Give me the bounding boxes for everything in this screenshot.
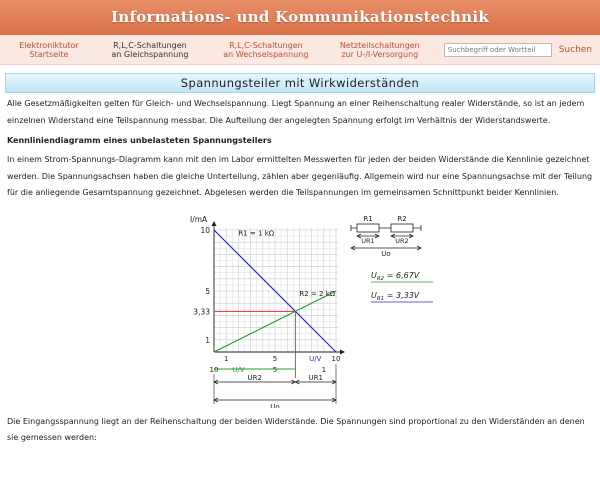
dim-label-ur1: UR1 [308,373,323,382]
y-tick-label: 1 [205,335,210,345]
y-tick-label: 5 [205,286,210,296]
nav-item-line1: R,L,C-Schaltungen [229,40,303,50]
circuit-label-ur1: UR1 [361,236,375,245]
resistor-r2 [391,224,413,232]
bottom-paragraph: Die Eingangsspannung liegt an der Reihenschaltung der beiden Widerstände. Die Spannungen sind proportional zu den Widerständen an denen sie gemessen werden: [7,416,585,442]
y-axis-label: I/mA [190,214,208,224]
nav-item-line1: R,L,C-Schaltungen [113,40,187,50]
section-paragraph: In einem Strom-Spannungs-Diagramm kann mit den im Labor ermittelten Messwerten für jeden der beiden Widerstände die Kennlinie gezeichnet werden. Die Spannungsachsen haben die gleiche Unterteilung, zählen aber gegenläufig. Allgemein wird nur eine Spannungsachse mit der Teilung für die anliegende Gesamtspannung gezeichnet. Abgelesen werden die Teilspannungen im gemeinsamen Schnittpunkt beider Kennlinien. [7,155,593,197]
nav-item-line1: Netzteilschaltungen [339,40,420,50]
series-label-r2: R2 = 2 kΩ [299,289,336,298]
x-tick-label: 1 [223,354,229,363]
x-tick-label: 10 [331,354,341,363]
y-axis-arrow [212,221,217,226]
nav-item-line2: zur U-/I-Versorgung [341,49,419,59]
x-tick-label: 5 [272,354,278,363]
y-tick-label: 10 [200,225,210,235]
equation-ur2: $U_{R2} = 6,67V$ [371,270,420,282]
main-content [0,96,600,447]
x-axis-arrow [340,349,345,354]
series-label-r1: R1 = 1 kΩ [238,228,275,237]
nav-item-line1: Elektroniktutor [19,40,79,50]
nav-item-line2: an Wechselspannung [223,49,309,59]
page-title-text: Spannungsteiler mit Wirkwiderständen [180,76,420,90]
main-nav [0,35,600,65]
circuit-label-ur2: UR2 [395,236,409,245]
site-title: Informations- und Kommunikationstechnik [110,8,490,26]
nav-item-gleichspannung[interactable] [100,41,200,59]
characteristic-chart [184,210,434,408]
circuit-label-u0: Uo [381,249,391,258]
circuit-diagram [351,215,433,302]
x-reverse-tick-label: 1 [321,365,327,374]
x-axis-label: U/V [309,354,322,363]
circuit-label-r1: R1 [363,214,373,223]
resistor-r1 [357,224,379,232]
x-reverse-axis-label: U/V [232,365,245,374]
x-reverse-tick-label: 10 [209,365,219,374]
voltage-divider-figure [184,210,434,408]
circuit-label-r2: R2 [397,214,407,223]
nav-item-line2: an Gleichspannung [111,49,189,59]
section-heading: Kennliniendiagramm eines unbelasteten Spannungsteilers [7,136,272,145]
nav-item-wechselspannung[interactable] [214,41,318,59]
search-button[interactable]: Suchen [558,44,593,55]
equation-ur1: $U_{R1} = 3,33V$ [371,290,420,302]
nav-item-netzteilschaltungen[interactable] [332,41,428,59]
dim-label-ur2: UR2 [247,373,262,382]
intro-paragraph: Alle Gesetzmäßigkeiten gelten für Gleich- und Wechselspannung. Liegt Spannung an einer Reihenschaltung realer Widerstände, so ist an jedem einzelnen Widerstand eine Teilspannung messbar. Die Aufteilung der angelegten Spannung erfolgt im Verhältnis der Widerstandswerte. [7,99,585,125]
site-header [0,0,600,35]
dim-label-u0: Uo [270,402,280,408]
y-marker-label: 3,33 [193,306,210,316]
nav-item-line2: Startseite [29,49,69,59]
x-reverse-tick-label: 5 [272,365,278,374]
page-title [5,73,595,93]
nav-item-startseite[interactable] [8,41,90,59]
search-input[interactable] [444,43,552,57]
